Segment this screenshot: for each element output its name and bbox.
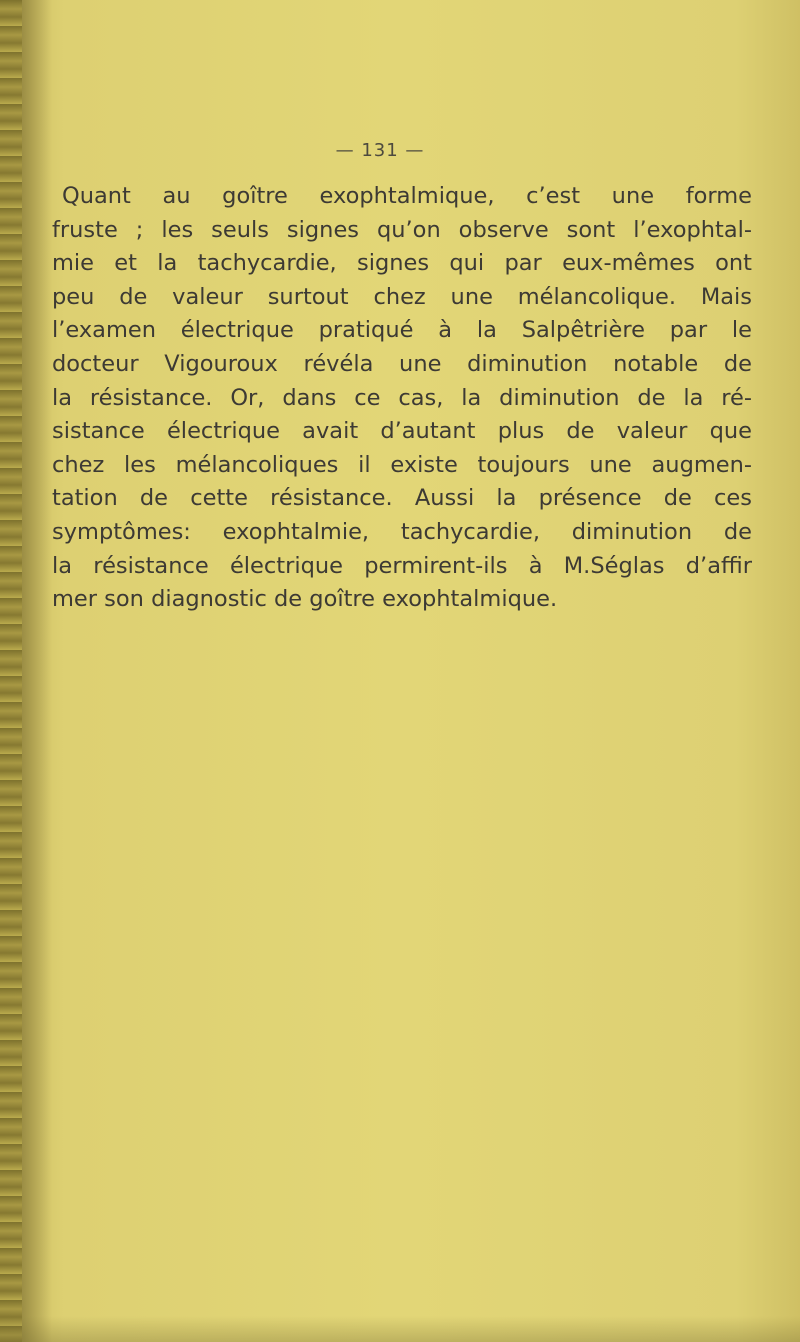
text-line: la résistance. Or, dans ce cas, la diminution de la ré- bbox=[52, 384, 752, 411]
text-line: Quant au goître exophtalmique, c’est une forme bbox=[62, 183, 752, 209]
text-line: docteur Vigouroux révéla une diminution notable de bbox=[52, 350, 752, 377]
text-line: la résistance électrique permirent-ils à M.Séglas d’affir bbox=[52, 552, 752, 579]
text-line: tation de cette résistance. Aussi la présence de ces bbox=[52, 485, 752, 512]
text-line: peu de valeur surtout chez une mélancolique. Mais bbox=[52, 283, 752, 310]
text-line: symptômes: exophtalmie, tachycardie, diminution de bbox=[52, 518, 752, 545]
text-line: mie et la tachycardie, signes qui par eux-mêmes ont bbox=[52, 250, 752, 277]
text-line: chez les mélancoliques il existe toujours une augmen- bbox=[52, 451, 752, 478]
text-line: l’examen électrique pratiqué à la Salpêtrière par le bbox=[52, 317, 752, 344]
text-line: fruste ; les seuls signes qu’on observe sont l’exophtal- bbox=[52, 216, 752, 243]
body-paragraph bbox=[52, 180, 752, 617]
text-line: sistance électrique avait d’autant plus de valeur que bbox=[52, 418, 752, 445]
spine-shadow bbox=[22, 0, 52, 1342]
page-spine-edge bbox=[0, 0, 22, 1342]
page-number: — 131 — bbox=[335, 140, 425, 161]
page-bottom-edge bbox=[0, 1316, 800, 1342]
text-line: mer son diagnostic de goître exophtalmique. bbox=[52, 586, 558, 613]
